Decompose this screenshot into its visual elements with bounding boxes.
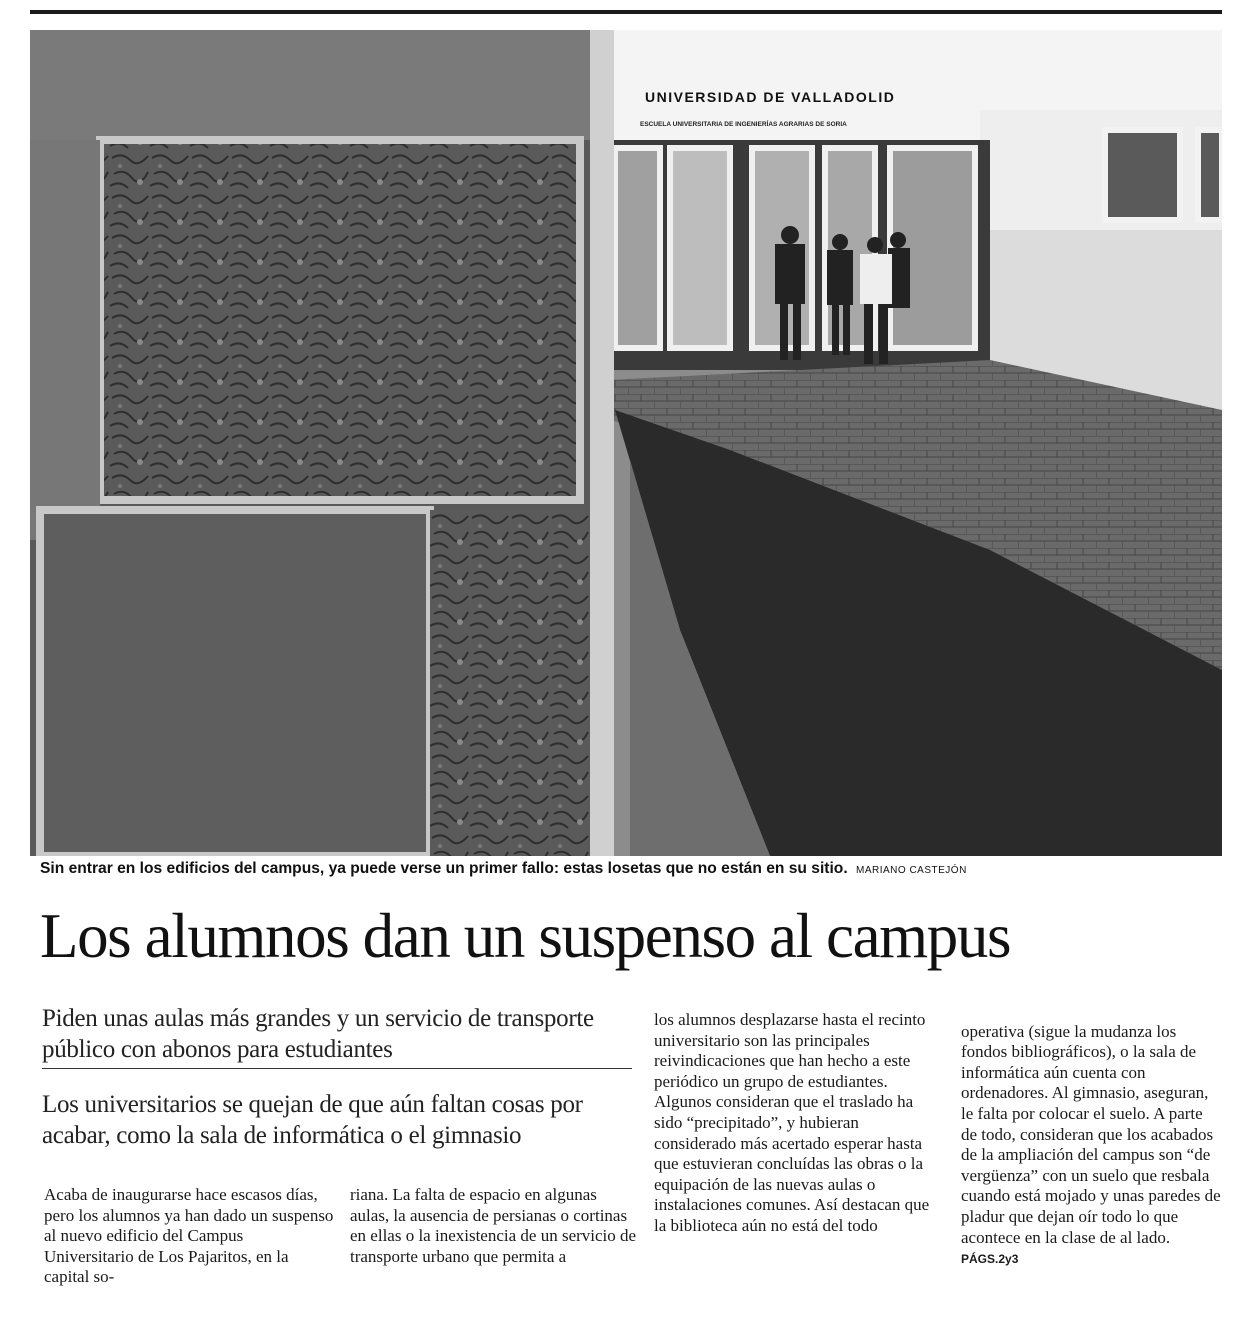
article-column-4 [961, 1001, 1221, 1270]
article-column-3: los alumnos desplazarse hasta el recinto universitario son las principales reivindicaciones que han hecho a este periódico un grupo de estudiantes. Algunos consideran que el traslado ha sido “precipitado”, y hubieran considerado más acertado esperar hasta que estuvieran concluídas las obras o la equipación de las nuevas aulas o instalaciones comunes. Así destacan que la biblioteca aún no está del todo [654, 1010, 930, 1235]
subheading-1: Piden unas aulas más grandes y un servicio de transporte público con abonos para estudiantes [42, 1005, 594, 1063]
subheading-divider [42, 1068, 632, 1069]
photo-caption [40, 860, 1220, 884]
sign-university: UNIVERSIDAD DE VALLADOLID [645, 89, 896, 105]
top-rule [30, 10, 1222, 14]
headline: Los alumnos dan un suspenso al campus [40, 901, 1011, 971]
page-reference: PÁGS.2y3 [961, 1252, 1019, 1267]
subheading-2: Los universitarios se quejan de que aún faltan cosas por acabar, como la sala de informática o el gimnasio [42, 1091, 583, 1149]
news-photo [30, 30, 1222, 856]
caption-text: Sin entrar en los edificios del campus, ya puede verse un primer fallo: estas losetas que no están en su sitio. [40, 860, 848, 877]
photo-credit: MARIANO CASTEJÓN [856, 865, 967, 876]
article-column-4-text: operativa (sigue la mudanza los fondos bibliográficos), o la sala de informática aún cuenta con ordenadores. Al gimnasio, aseguran, le falta por colocar el suelo. A parte de todo, consideran que los acabados de la ampliación del campus son “de vergüenza” con un suelo que resbala cuando está mojado y unas paredes de pladur que dejan oír todo lo que acontece en la clase de al lado. [961, 1021, 1221, 1247]
article-column-2: riana. La falta de espacio en algunas aulas, la ausencia de persianas o cortinas en ellas o la inexistencia de un servicio de transporte urbano que permita a [350, 1185, 637, 1266]
sign-school: ESCUELA UNIVERSITARIA DE INGENIERÍAS AGRARIAS DE SORIA [640, 121, 847, 128]
article-column-1: Acaba de inaugurarse hace escasos días, pero los alumnos ya han dado un suspenso al nuevo edificio del Campus Universitario de Los Pajaritos, en la capital so- [44, 1185, 334, 1287]
